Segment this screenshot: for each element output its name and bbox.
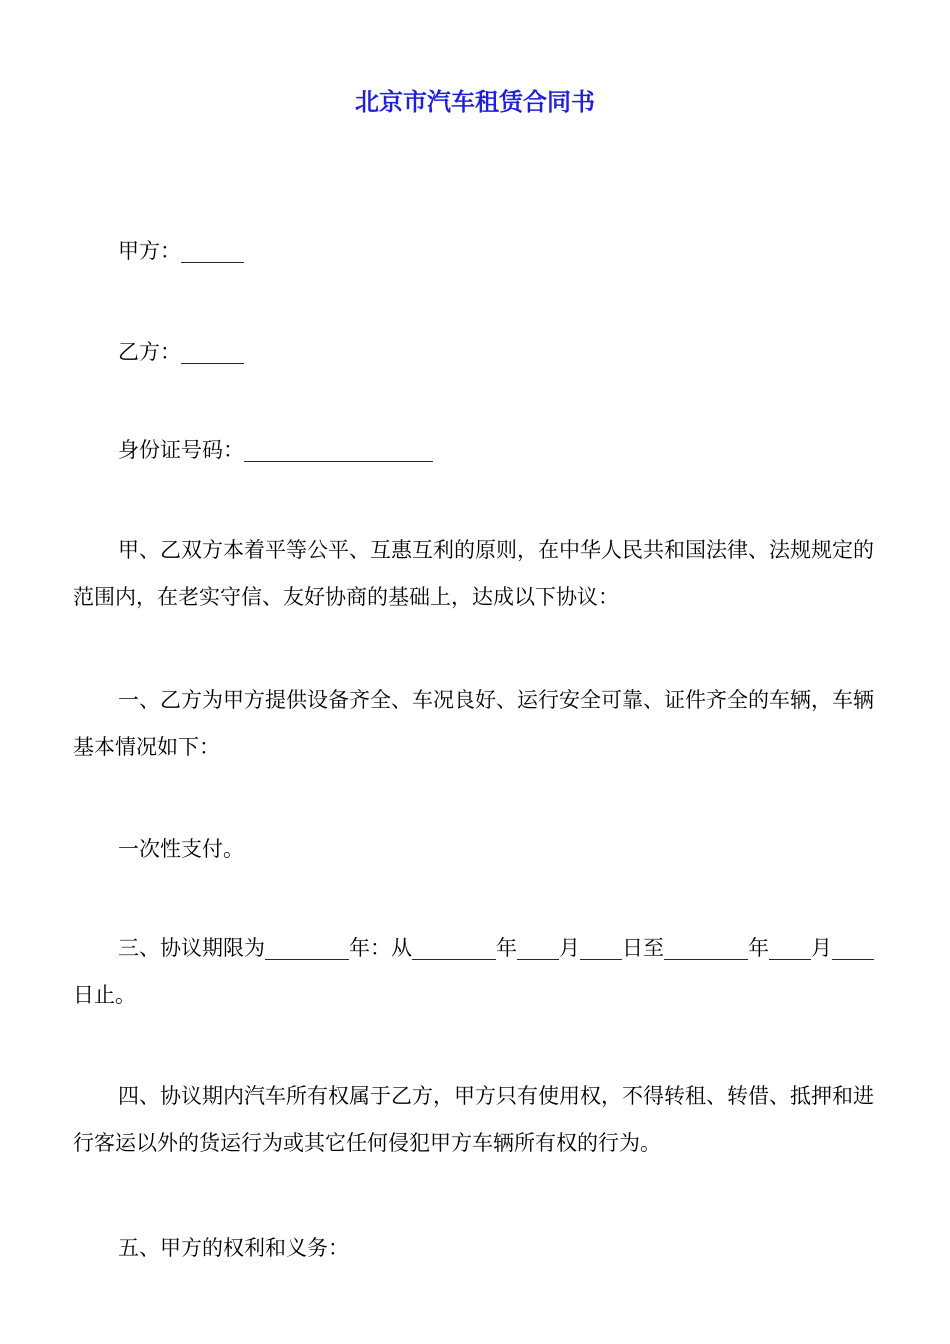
party-b-line: 乙方：______ bbox=[118, 340, 244, 364]
payment-line: 一次性支付。 bbox=[118, 837, 244, 861]
clause-five: 五、甲方的权利和义务： bbox=[118, 1236, 349, 1260]
clause-three: 三、协议期限为________年：从________年____月____日至________年____月____日止。 bbox=[73, 936, 874, 1007]
clause-one: 一、乙方为甲方提供设备齐全、车况良好、运行安全可靠、证件齐全的车辆，车辆基本情况如下： bbox=[73, 688, 874, 759]
clause-four: 四、协议期内汽车所有权属于乙方，甲方只有使用权，不得转租、转借、抵押和进行客运以外的货运行为或其它任何侵犯甲方车辆所有权的行为。 bbox=[73, 1084, 874, 1155]
id-number-line: 身份证号码：__________________ bbox=[118, 438, 433, 462]
party-a-line: 甲方：______ bbox=[118, 239, 244, 263]
intro-paragraph: 甲、乙双方本着平等公平、互惠互利的原则，在中华人民共和国法律、法规规定的范围内，在老实守信、友好协商的基础上，达成以下协议： bbox=[73, 538, 874, 609]
document-title: 北京市汽车租赁合同书 bbox=[355, 88, 595, 116]
